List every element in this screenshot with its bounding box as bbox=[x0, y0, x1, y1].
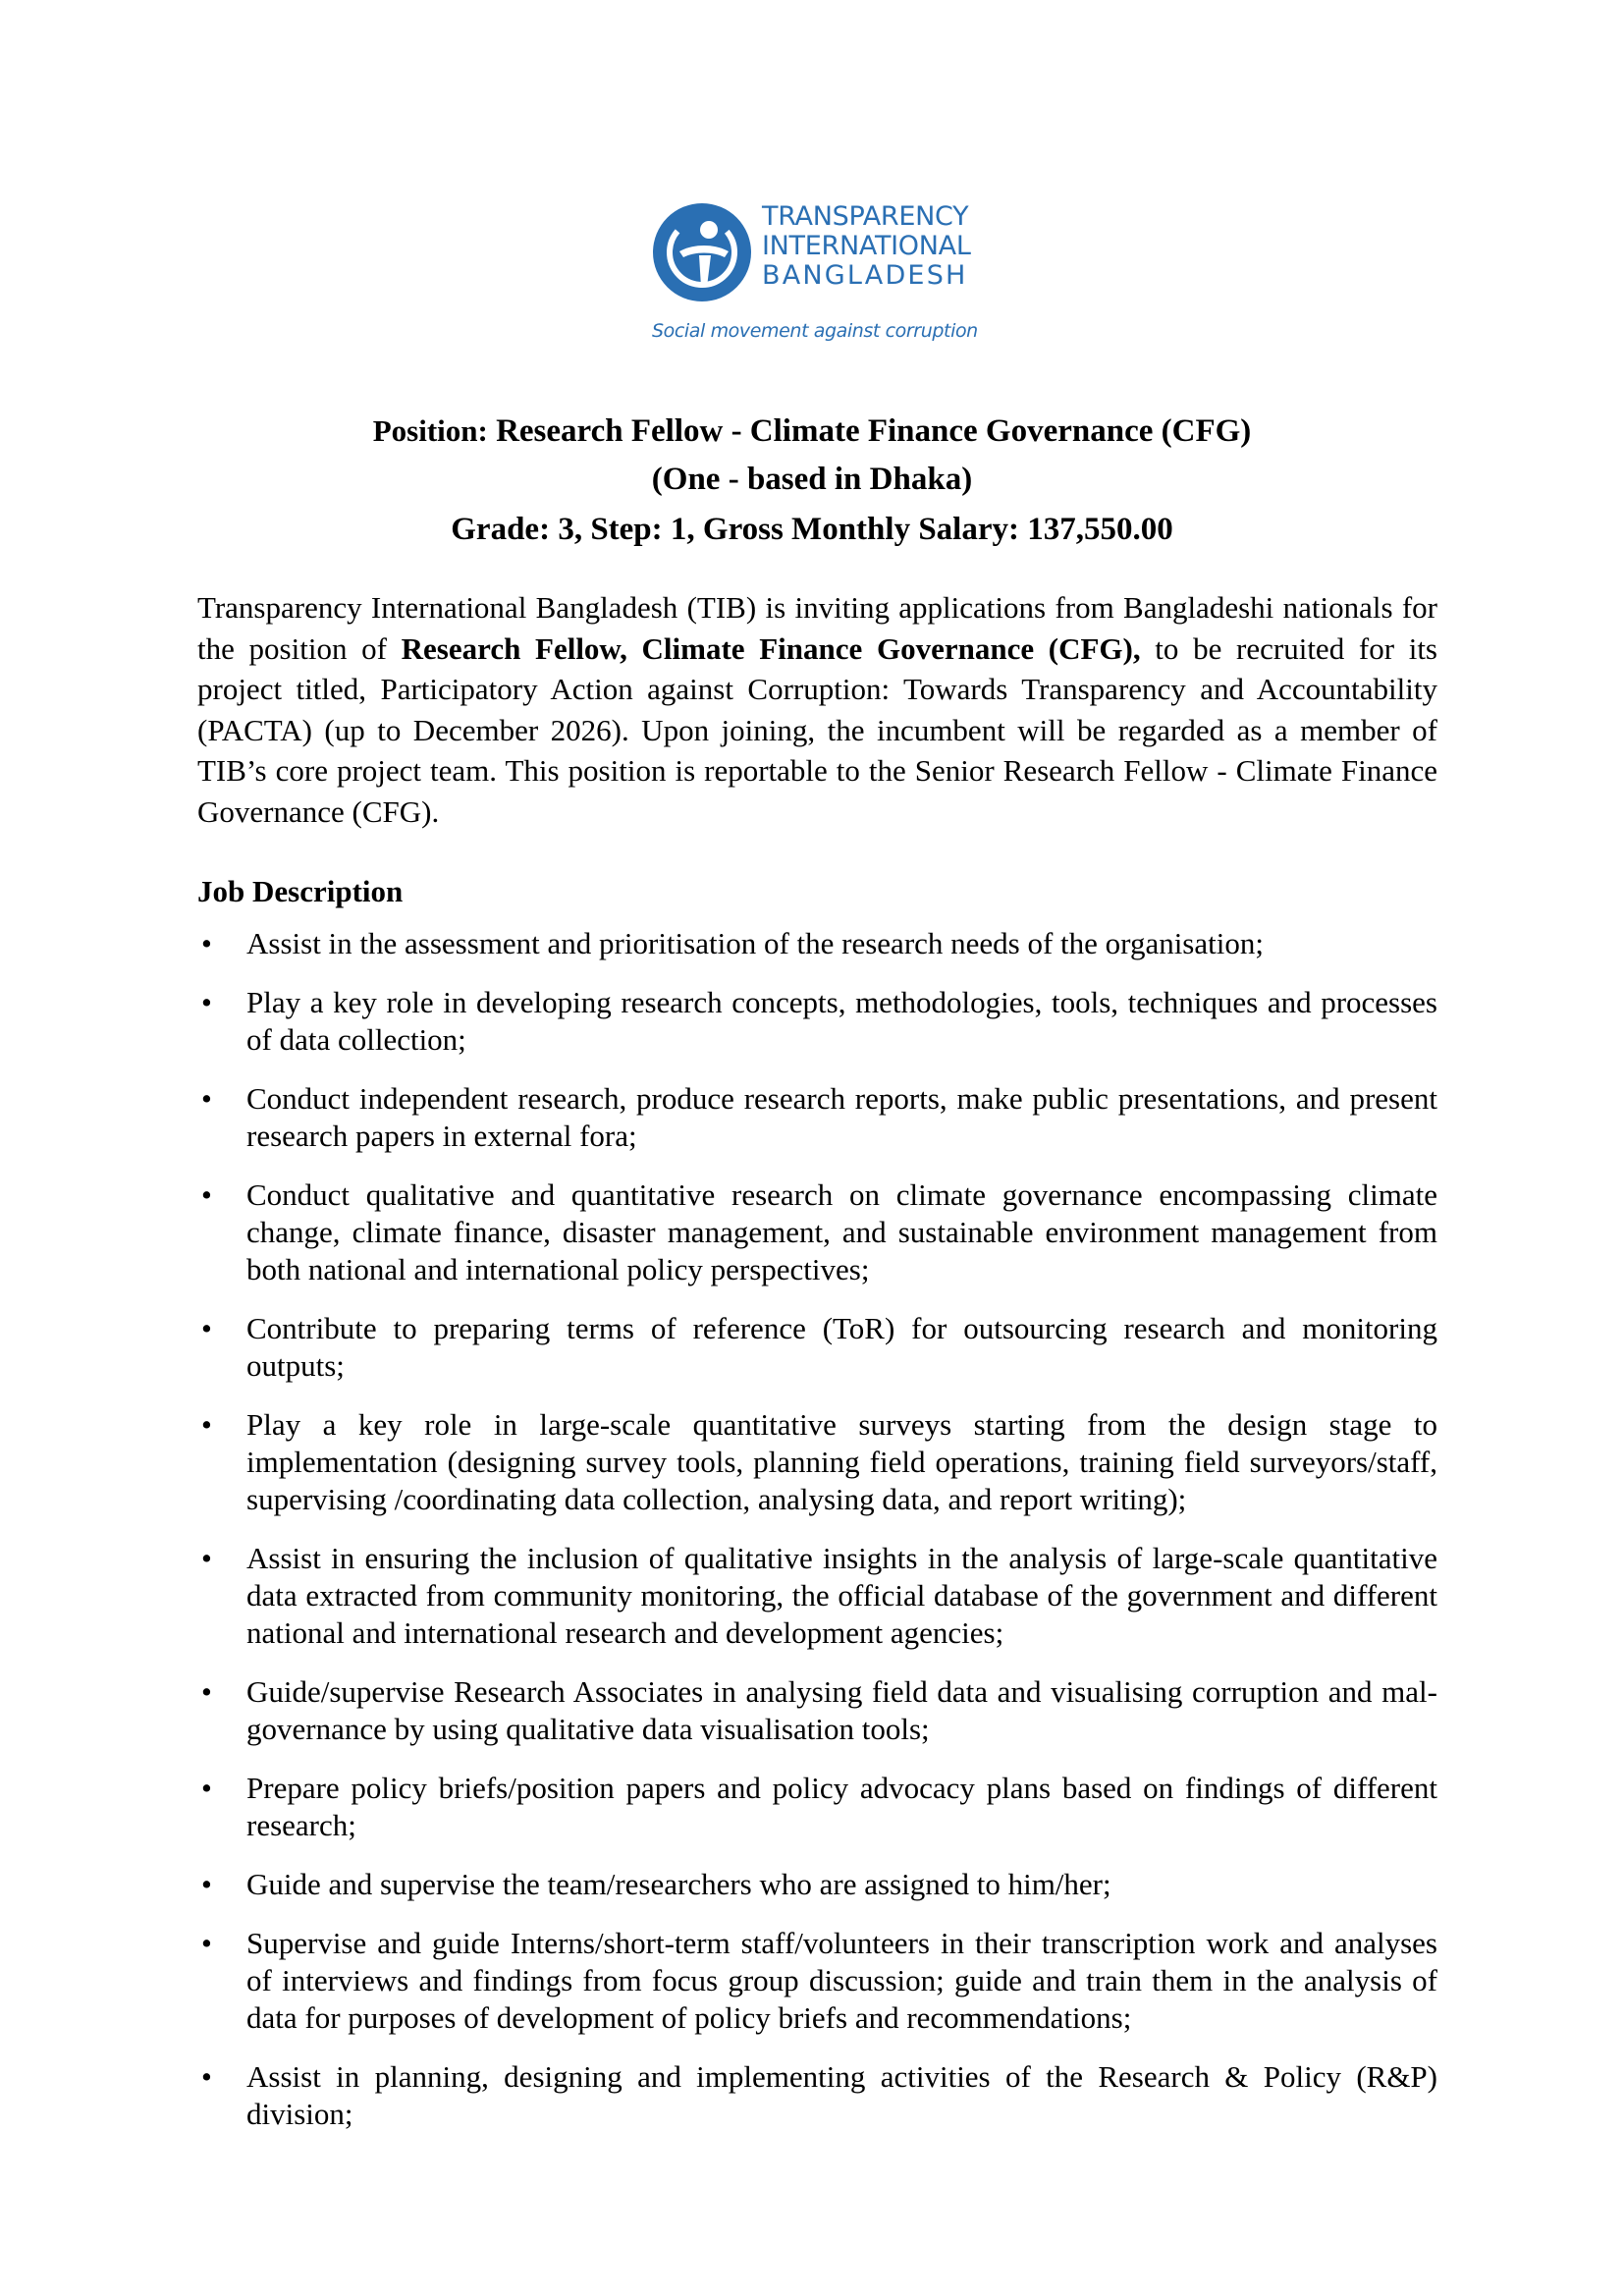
list-item bbox=[197, 1540, 1437, 1652]
logo-wordmark bbox=[762, 202, 971, 291]
bullet-icon: • bbox=[201, 926, 212, 960]
logo-tagline: Social movement against corruption bbox=[652, 320, 978, 342]
list-item-text: Supervise and guide Interns/short-term staff/volunteers in their transcription work and analyses of interviews and findings from focus group discussion; guide and train them in the analysis of data for purposes of development of policy briefs and recommendations; bbox=[246, 1926, 1437, 2035]
logo-line-3: BANGLADESH bbox=[762, 260, 968, 291]
intro-paragraph bbox=[197, 587, 1437, 832]
list-item-text: Conduct independent research, produce research reports, make public presentations, and present research papers in external fora; bbox=[246, 1081, 1437, 1153]
bullet-icon: • bbox=[201, 1081, 212, 1116]
position-label: Position: bbox=[372, 413, 488, 448]
logo-line-2: INTERNATIONAL bbox=[762, 231, 971, 261]
list-item-text: Assist in ensuring the inclusion of qualitative insights in the analysis of large-scale quantitative data extracted from community monitoring, the official database of the government and different national and international research and development agencies; bbox=[246, 1541, 1437, 1650]
bullet-icon: • bbox=[201, 985, 212, 1019]
list-item bbox=[197, 925, 1437, 962]
list-item-text: Conduct qualitative and quantitative research on climate governance encompassing climate change, climate finance, disaster management, and sustainable environment management from both national and international policy perspectives; bbox=[246, 1177, 1437, 1286]
bullet-icon: • bbox=[201, 1177, 212, 1212]
list-item-text: Assist in planning, designing and implementing activities of the Research & Policy (R&P) division; bbox=[246, 2059, 1437, 2131]
position-title-line bbox=[0, 408, 1624, 455]
list-item-text: Play a key role in large-scale quantitative surveys starting from the design stage to implementation (designing survey tools, planning field operations, training field surveyors/staff, supervising /coordinating data collection, analysing data, and report writing); bbox=[246, 1407, 1437, 1516]
list-item-text: Assist in the assessment and prioritisation of the research needs of the organisation; bbox=[246, 926, 1264, 960]
list-item bbox=[197, 1925, 1437, 2037]
list-item-text: Contribute to preparing terms of reference (ToR) for outsourcing research and monitoring outputs; bbox=[246, 1311, 1437, 1383]
list-item-text: Guide and supervise the team/researchers who are assigned to him/her; bbox=[246, 1867, 1111, 1901]
position-heading bbox=[0, 408, 1624, 555]
bullet-icon: • bbox=[201, 1674, 212, 1709]
intro-text-1: Transparency International Bangladesh (TIB) is inviting applications from Bangladeshi nationals for the position of bbox=[197, 590, 1437, 666]
bullet-icon: • bbox=[201, 1541, 212, 1575]
list-item bbox=[197, 1673, 1437, 1748]
list-item-text: Play a key role in developing research concepts, methodologies, tools, techniques and processes of data collection; bbox=[246, 985, 1437, 1057]
job-description-title: Job Description bbox=[197, 874, 404, 908]
logo-line-1: TRANSPARENCY bbox=[762, 201, 969, 232]
bullet-icon: • bbox=[201, 1407, 212, 1442]
bullet-icon: • bbox=[201, 2059, 212, 2094]
tib-emblem-icon bbox=[650, 200, 754, 304]
job-description-list bbox=[197, 925, 1437, 2155]
tib-logo bbox=[650, 200, 980, 348]
bullet-icon: • bbox=[201, 1926, 212, 1960]
list-item bbox=[197, 1406, 1437, 1518]
intro-position-bold: Research Fellow, Climate Finance Governance (CFG), bbox=[401, 630, 1141, 666]
list-item bbox=[197, 1770, 1437, 1844]
list-item bbox=[197, 1176, 1437, 1288]
grade-salary-line: Grade: 3, Step: 1, Gross Monthly Salary: 137,550.00 bbox=[451, 512, 1173, 547]
list-item bbox=[197, 1310, 1437, 1385]
list-item bbox=[197, 1866, 1437, 1903]
position-title: Research Fellow - Climate Finance Governance (CFG) bbox=[496, 413, 1252, 449]
bullet-icon: • bbox=[201, 1771, 212, 1805]
list-item bbox=[197, 1080, 1437, 1155]
list-item bbox=[197, 984, 1437, 1059]
list-item-text: Prepare policy briefs/position papers and policy advocacy plans based on findings of different research; bbox=[246, 1771, 1437, 1842]
bullet-icon: • bbox=[201, 1311, 212, 1345]
position-location: (One - based in Dhaka) bbox=[651, 462, 973, 497]
list-item bbox=[197, 2058, 1437, 2133]
intro-text-2: to be recruited for its project titled, Participatory Action against Corruption: Towards Transparency and Accountability (PACTA) (up to December 2026). Upon joining, the incumbent will be regarded as a member of TIB’s core project team. This position is reportable to the Senior Research Fellow - Climate Finance Governance (CFG). bbox=[197, 630, 1437, 829]
list-item-text: Guide/supervise Research Associates in analysing field data and visualising corruption and mal-governance by using qualitative data visualisation tools; bbox=[246, 1674, 1437, 1746]
bullet-icon: • bbox=[201, 1867, 212, 1901]
